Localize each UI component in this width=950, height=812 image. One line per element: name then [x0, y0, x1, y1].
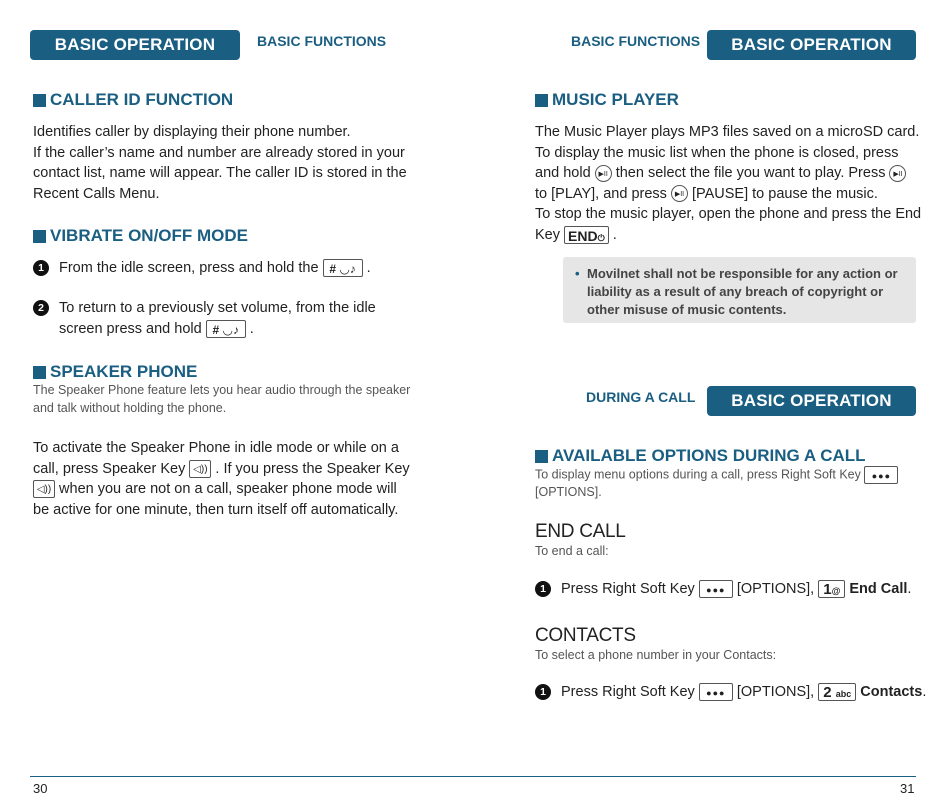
end-key-icon: END⏻ [564, 226, 609, 244]
page-number: 30 [33, 781, 48, 796]
category-label: BASIC FUNCTIONS [571, 33, 701, 49]
contacts-step: 1 Press Right Soft Key ●●● [OPTIONS], 2 abc Contacts. [535, 682, 950, 703]
category-label: BASIC FUNCTIONS [257, 33, 387, 49]
right-soft-key-icon: ●●● [699, 683, 733, 701]
square-bullet-icon [535, 450, 548, 463]
play-pause-key-icon: ▶II [889, 165, 906, 182]
speaker-heading [33, 362, 197, 382]
available-options-heading-text: AVAILABLE OPTIONS DURING A CALL [552, 446, 866, 465]
vibrate-step-2: 2 To return to a previously set volume, from the idle screen press and hold # ◡♪ . [33, 298, 479, 339]
caller-id-line: Identifies caller by displaying their phone number. [33, 124, 351, 140]
speaker-body: To activate the Speaker Phone in idle mode or while on a call, press Speaker Key ◁)) . If you press the Speaker Key ◁)) when you are not on a call, speaker phone mode will be active for one minute, then turn itself off automatically. [33, 440, 410, 518]
vibrate-heading-text: VIBRATE ON/OFF MODE [50, 226, 249, 245]
key-1-icon: 1@ [818, 580, 845, 598]
right-page [475, 0, 950, 812]
vibrate-step-2-line: screen press and hold [59, 320, 202, 337]
play-pause-key-icon: ▶II [595, 165, 612, 182]
contacts-heading: CONTACTS [535, 625, 636, 646]
caller-id-heading [33, 90, 233, 110]
play-pause-key-icon: ▶II [671, 185, 688, 202]
square-bullet-icon [33, 366, 46, 379]
caller-id-body [33, 122, 453, 204]
note-bullet: • [575, 266, 580, 281]
pound-vibrate-key-icon: # ◡♪ [323, 259, 363, 277]
basic-operation-tab: BASIC OPERATION [30, 30, 240, 60]
available-options-heading [535, 446, 866, 466]
available-options-body: To display menu options during a call, press Right Soft Key ●●● [OPTIONS]. [535, 466, 925, 502]
caller-id-heading-text: CALLER ID FUNCTION [50, 90, 234, 109]
contacts-sub: To select a phone number in your Contacts: [535, 648, 777, 662]
footer-rule [30, 776, 916, 777]
vibrate-step-1-text: From the idle screen, press and hold the [59, 260, 319, 276]
speaker-heading-text: SPEAKER PHONE [50, 362, 198, 381]
square-bullet-icon [535, 94, 548, 107]
vibrate-step-2-line: To return to a previously set volume, from the idle [59, 300, 376, 316]
end-call-heading: END CALL [535, 521, 626, 542]
end-call-step: 1 Press Right Soft Key ●●● [OPTIONS], 1@ End Call. [535, 579, 950, 600]
pound-vibrate-key-icon: # ◡♪ [206, 320, 246, 338]
basic-operation-tab: BASIC OPERATION [707, 30, 916, 60]
step-number: 2 [33, 300, 49, 316]
category-label: DURING A CALL [586, 389, 696, 405]
copyright-note: • Movilnet shall not be responsible for any action or liability as a result of any breach of copyright or other misuse of music contents. [563, 257, 916, 323]
basic-operation-tab: BASIC OPERATION [707, 386, 916, 416]
speaker-key-icon: ◁)) [33, 480, 55, 498]
square-bullet-icon [33, 230, 46, 243]
right-soft-key-icon: ●●● [699, 580, 733, 598]
vibrate-step-1: 1 From the idle screen, press and hold the # ◡♪ . [33, 258, 479, 279]
music-player-body: The Music Player plays MP3 files saved on a microSD card. To display the music list when the phone is closed, press and hold ▶II then select the file you want to play. Press ▶II to [PLAY], and press ▶II [PAUSE] to pause the music. To stop the music player, open the phone and press the End Key END⏻ . [535, 124, 922, 244]
page-number: 31 [900, 781, 915, 796]
music-player-heading-text: MUSIC PLAYER [552, 90, 679, 109]
end-call-sub: To end a call: [535, 544, 609, 558]
step-number: 1 [535, 581, 551, 597]
vibrate-heading [33, 226, 248, 246]
speaker-intro: The Speaker Phone feature lets you hear audio through the speaker and talk without holding the phone. [33, 383, 411, 415]
square-bullet-icon [33, 94, 46, 107]
right-soft-key-icon: ●●● [864, 466, 898, 484]
key-2-icon: 2 abc [818, 683, 856, 701]
caller-id-line: contact list, name will appear. The caller ID is stored in the [33, 165, 407, 181]
step-number: 1 [535, 684, 551, 700]
step-number: 1 [33, 260, 49, 276]
music-player-heading [535, 90, 679, 110]
caller-id-line: If the caller’s name and number are already stored in your [33, 144, 405, 161]
speaker-key-icon: ◁)) [189, 460, 211, 478]
caller-id-line: Recent Calls Menu. [33, 185, 160, 202]
